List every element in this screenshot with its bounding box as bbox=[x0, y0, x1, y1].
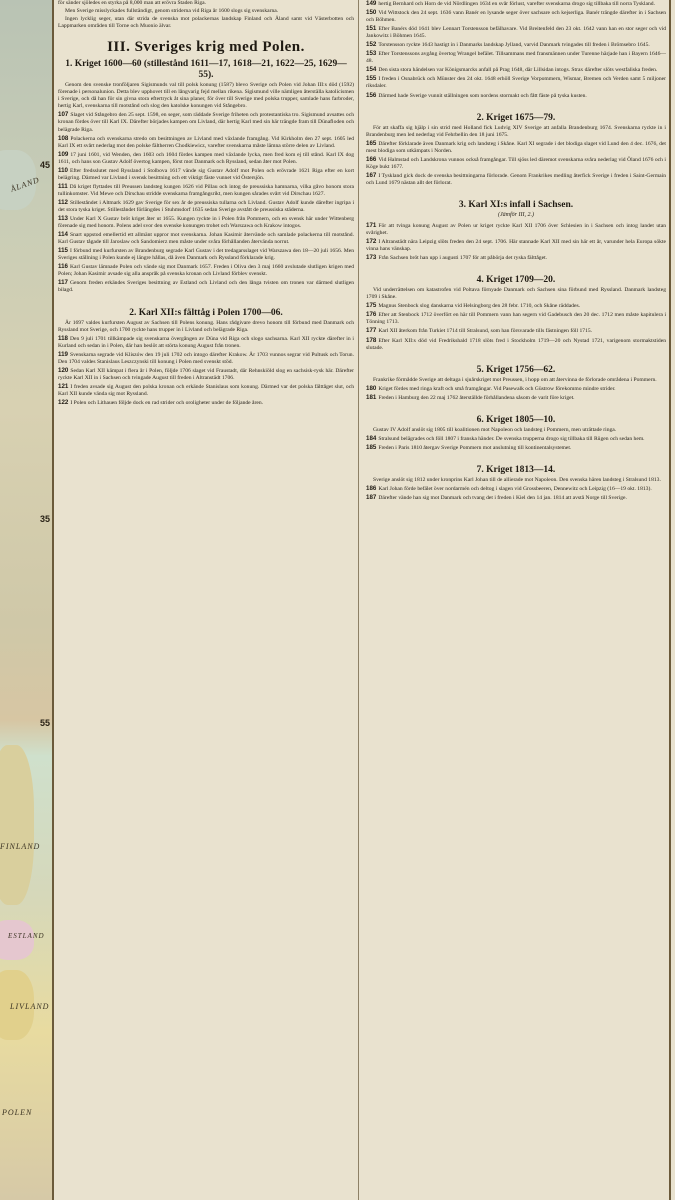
paragraph bbox=[366, 9, 666, 24]
paragraph-text: 17 juni 1601, vid Wenden, den 1603 och 1604 fördes kampen med växlande lycka, men fred kom ej till stånd. Karl IX dog 1611, och hans son Gustav Adolf övertog kampen, först mot Danmark och Ryssland, sedan åter mot Polen. bbox=[58, 151, 354, 165]
paragraph bbox=[58, 199, 354, 214]
paragraph bbox=[366, 427, 666, 434]
paragraph bbox=[58, 82, 354, 110]
section-title: 5. Kriget 1756—62. bbox=[476, 364, 556, 375]
paragraph-text: Vid Wittstock den 24 sept. 1636 vann Banér en lysande seger över sachsare och kejserliga. Banér trängde därefter in i Sachsen och Böhmen. bbox=[366, 10, 666, 24]
paragraph bbox=[366, 75, 666, 90]
paragraph bbox=[58, 263, 354, 278]
reference-number: 113 bbox=[58, 215, 68, 223]
reference-number: 115 bbox=[58, 247, 68, 255]
paragraph-text: Karl XII återkom från Turkiet 1714 till Stralsund, som han försvarade tills fästningen föll 1715. bbox=[378, 328, 593, 335]
reference-number: 166 bbox=[366, 155, 377, 163]
column-divider bbox=[358, 0, 359, 1200]
reference-number: 120 bbox=[58, 366, 69, 374]
section-body bbox=[366, 222, 666, 262]
paragraph bbox=[366, 238, 666, 253]
map-label-livland: LIVLAND bbox=[10, 1002, 50, 1011]
section-body bbox=[366, 125, 666, 187]
reference-number: 186 bbox=[366, 484, 377, 492]
left-column bbox=[58, 0, 354, 1200]
paragraph-text: Från Sachsen bröt han upp i augusti 1707 för att påbörja det ryska fälttåget. bbox=[378, 255, 548, 262]
reference-number: 185 bbox=[366, 443, 377, 451]
paragraph-text: Slaget vid Stångebro den 25 sept. 1598, en seger, som räddade Sverige friheten och protestantiska tro. Sigismund avsattes och kronan fördes över till Karl IX. Därefter börjades kampen om Livland, där hertig Karl med sin här trängde fram till Dünafloden och belägrade Riga. bbox=[58, 112, 354, 133]
map-label-polen: POLEN bbox=[2, 1108, 33, 1117]
paragraph bbox=[58, 351, 354, 366]
paragraph-text: I förbund med kurfursten av Brandenburg segrade Karl Gustav i det tredagarsslaget vid Warszawa den 18—20 juli 1656. Men Sveriges ställning i Polen kunde ej längre hållas, då även Danmark och Ryssland förklarade krig. bbox=[58, 248, 354, 262]
reference-number: 180 bbox=[366, 384, 377, 392]
map-region-finland bbox=[0, 745, 34, 905]
paragraph bbox=[58, 367, 354, 382]
paragraph bbox=[366, 477, 666, 484]
paragraph bbox=[366, 494, 666, 502]
reference-number: 111 bbox=[58, 182, 68, 190]
paragraph bbox=[366, 311, 666, 326]
paragraph bbox=[58, 231, 354, 246]
paragraph-text: Karl Johan förde befälet över nordarmén och deltog i slagen vid Grossbeeren, Dennewitz och Leipzig (16—19 okt. 1813). bbox=[378, 485, 652, 492]
paragraph bbox=[366, 156, 666, 171]
section-title: 6. Kriget 1805—10. bbox=[476, 414, 556, 425]
paragraph bbox=[366, 435, 666, 443]
map-label-estland: ESTLAND bbox=[8, 932, 45, 940]
reference-number: 155 bbox=[366, 75, 377, 83]
paragraph-text: Efter Karl XII:s död vid Fredrikshald 1718 slöts fred i Stockholm 1719—20 och Nystad 1721, varigenom stormaktstiden slutade. bbox=[366, 337, 666, 351]
paragraph-text: Efter Torstenssons avgång övertog Wrangel befälet. Tillsammans med fransmännen under Turenne härjade han i Bayern 1646—48. bbox=[366, 51, 666, 65]
chapter-title: III. Sveriges krig med Polen. bbox=[107, 39, 305, 56]
paragraph bbox=[366, 444, 666, 452]
paragraph bbox=[366, 327, 666, 335]
paragraph bbox=[58, 135, 354, 150]
paragraph bbox=[58, 399, 354, 407]
reference-number: 109 bbox=[58, 150, 69, 158]
right-column bbox=[366, 0, 666, 1200]
section-body bbox=[366, 0, 666, 100]
map-region-estland bbox=[0, 920, 34, 960]
paragraph-text: Sverige anslöt sig 1812 under kronprins Karl Johan till de allierade mot Napoleon. Den svenska hären landsteg i Stralsund 1813. bbox=[373, 476, 661, 483]
reference-number: 156 bbox=[366, 91, 377, 99]
reference-number: 165 bbox=[366, 139, 377, 147]
paragraph-text: Snart uppstod emellertid ett allmänt uppror mot svenskarna. Johan Kasimir återvände och samlade polackerna till motstånd. Karl Gustav tågade till Jaroslaw och Sandomierz men måste under svåra förhållanden återvända norrut. bbox=[58, 232, 354, 246]
paragraph-text: I Altranstädt nära Leipzig slöts freden den 24 sept. 1706. Här stannade Karl XII med sin här ett år, varunder hela Europa sökte vinna hans vänskap. bbox=[366, 239, 666, 253]
paragraph-text: I Polen och Lithauen följde dock en rad strider och oroligheter under de följande åren. bbox=[70, 399, 264, 406]
section-body bbox=[366, 427, 666, 452]
paragraph-text: Därefter förklarade även Danmark krig och landsteg i Skåne. Karl XI segrade i det blodiga slaget vid Lund den 4 dec. 1676, det mest blodiga som utkämpats i Norden. bbox=[366, 140, 666, 154]
reference-number: 175 bbox=[366, 302, 377, 310]
paragraph bbox=[58, 215, 354, 230]
paragraph bbox=[366, 66, 666, 74]
paragraph-text: Genom den svenske tronföljaren Sigismunds val till polsk konung (1587) blevo Sverige och Polen vid Johan III:s död (1592) förenade i personalunion. Detta blev upphovet till en långvarig fejd mellan rikena. Sigismund ville nämligen återställa katolicismen i Sverige, och då han för sin givna stora eftertryck åt sina planer, för över till Sverige med polska trupper, samlade hans farbroder, hertig Karl, svenskarna till motstånd och slog den katolske konungen vid Stångebro. bbox=[58, 82, 354, 110]
paragraph bbox=[366, 302, 666, 310]
reference-number: 150 bbox=[366, 9, 377, 17]
reference-number: 172 bbox=[366, 238, 377, 246]
paragraph-text: I freden avsade sig August den polska kronan och erkände Stanislaus som konung. Därmed var det polska fälttåget slut, och Karl XII kunde vända sig mot Ryssland. bbox=[58, 383, 354, 397]
paragraph-text: Torstensson ryckte 1643 hastigt in i Danmarks landskap Jylland, varvid Danmark tvingades till freden i Brömsebro 1645. bbox=[378, 42, 650, 49]
paragraph bbox=[58, 183, 354, 198]
section-title: 2. Kriget 1675—79. bbox=[476, 112, 556, 123]
reference-number: 122 bbox=[58, 398, 69, 406]
paragraph bbox=[366, 41, 666, 49]
grid-number: 55 bbox=[40, 718, 51, 728]
map-strip bbox=[0, 0, 54, 1200]
reference-number: 171 bbox=[366, 221, 377, 229]
reference-number: 118 bbox=[58, 334, 68, 342]
reference-number: 117 bbox=[58, 279, 68, 287]
paragraph-text: Stilleståndet i Altmark 1629 gav Sverige för sex år de preussiska tullarna och Livland. Gustav Adolf kunde därefter ingripa i det stora tyska kriget. Stilleståndet förlängdes i Stuhmsdorf 1635 sedan Sverige avstått de preussiska städerna. bbox=[58, 199, 354, 213]
section-body bbox=[366, 287, 666, 351]
paragraph bbox=[366, 222, 666, 237]
paragraph-text: I freden i Osnabrück och Münster den 24 okt. 1648 erhöll Sverige Vorpommern, Wismar, Bremen och Verden samt 5 miljoner riksdaler. bbox=[366, 76, 666, 90]
section-title: 4. Kriget 1709—20. bbox=[476, 275, 556, 286]
paragraph bbox=[366, 92, 666, 100]
paragraph bbox=[366, 485, 666, 493]
paragraph bbox=[58, 111, 354, 133]
section-body bbox=[366, 477, 666, 502]
section-title: 3. Karl XI:s infall i Sachsen. bbox=[458, 199, 574, 210]
reference-number: 154 bbox=[366, 66, 377, 74]
paragraph-text: Freden i Hamburg den 22 maj 1762 återställde förhållandena såsom de varit före kriget. bbox=[378, 394, 575, 401]
reference-number: 181 bbox=[366, 393, 377, 401]
paragraph bbox=[58, 151, 354, 166]
paragraph-text: År 1697 valdes kurfursten August av Sachsen till Polens konung. Hans rådgivare drevo honom till förbund med Danmark och Ryssland mot Sverige, och 1700 ryckte hans trupper in i Livland och belägrade Riga. bbox=[58, 319, 354, 333]
section-title: 7. Kriget 1813—14. bbox=[476, 464, 556, 475]
section-body bbox=[58, 82, 354, 294]
intro-text: för sänder sjöledes en styrka på 8,000 man att erövra Staden Riga. bbox=[58, 0, 207, 6]
paragraph-text: Svenskarna segrade vid Kliszów den 19 juli 1702 och intogo därefter Krakow. År 1703 vunnos segrar vid Pultusk och Torun. Den 1704 valdes Stanislaus Leszczynski till konung i Polen med svenskt stöd. bbox=[58, 351, 354, 365]
grid-number: 45 bbox=[40, 160, 51, 170]
paragraph-text: Frankrike förmådde Sverige att deltaga i sjuårskriget mot Preussen, i hopp om att återvinna de förlorade områdena i Pommern. bbox=[373, 376, 657, 383]
reference-number: 173 bbox=[366, 254, 377, 262]
paragraph-text: Gustav IV Adolf anslöt sig 1805 till koalitionen mot Napoleon och landsteg i Pommern, men uträttade ringa. bbox=[373, 426, 617, 433]
reference-number: 167 bbox=[366, 171, 377, 179]
section-subtitle: (Jämför III, 2.) bbox=[498, 211, 534, 218]
paragraph bbox=[366, 50, 666, 65]
map-label-finland: FINLAND bbox=[0, 842, 41, 851]
section-body bbox=[58, 320, 354, 408]
paragraph bbox=[58, 247, 354, 262]
reference-number: 121 bbox=[58, 382, 69, 390]
paragraph-text: För att tvinga konung August av Polen ur kriget ryckte Karl XII 1706 över Schlesien in i Sachsen och intog landet utan svårighet. bbox=[366, 222, 666, 237]
reference-number: 119 bbox=[58, 350, 68, 358]
paragraph-text: För att skaffa sig hjälp i sin strid med Holland fick Ludvig XIV Sverige att anfalla Brandenburg 1674. Svenskarna ryckte in i Brandenburg men led nederlag vid Fehrbellin den 18 juni 1675. bbox=[366, 124, 666, 138]
paragraph bbox=[58, 167, 354, 182]
paragraph bbox=[366, 254, 666, 262]
paragraph-text: Den sista stora händelsen var Königsmarcks anfall på Prag 1648, där Lillsidan intogs. Strax därefter slöts westfaliska freden. bbox=[378, 67, 658, 74]
paragraph-text: Efter fredsslutet med Ryssland i Stolbova 1617 vände sig Gustav Adolf mot Polen och erövrade 1621 Riga efter en kort belägring. Därmed var Livland i svensk besittning och ett viktigt fäste vunnet vid Östersjön. bbox=[58, 167, 354, 181]
intro-text: Men Sverige misslyckades fullständigt, genom striderna vid Riga år 1600 slogs sig svenskarna. bbox=[65, 8, 279, 15]
section-title: 1. Kriget 1600—60 (stillestånd 1611—17, 1618—21, 1622—25, 1629—55). bbox=[65, 59, 347, 81]
reference-number: 149 bbox=[366, 0, 377, 7]
paragraph-text: Efter Banérs död 1641 blev Lennart Torstensson befälhavare. Vid Breitenfeld den 23 okt. 1642 vann han en stor seger och vid Jankowitz i Böhmen 1645. bbox=[366, 26, 666, 40]
reference-number: 110 bbox=[58, 166, 68, 174]
section-title: 2. Karl XII:s fälttåg i Polen 1700—06. bbox=[129, 307, 283, 318]
paragraph bbox=[366, 377, 666, 384]
paragraph bbox=[58, 320, 354, 334]
reference-number: 187 bbox=[366, 493, 377, 501]
reference-number: 184 bbox=[366, 434, 377, 442]
paragraph-text: Därefter vände han sig mot Danmark och tvang det i freden i Kiel den 14 jan. 1814 att avstå Norge till Sverige. bbox=[378, 494, 627, 501]
paragraph-text: Efter att Stenbock 1712 överfört en här till Pommern vann han segern vid Gadebusch den 20 dec. 1712 men måste kapitulera i Tönning 1713. bbox=[366, 312, 666, 326]
reference-number: 108 bbox=[58, 134, 69, 142]
paragraph-text: hertig Bernhard och Horn de vid Nördlingen 1634 en svår förlust, varefter svenskarna drogo sig tillbaka till norra Tyskland. bbox=[378, 1, 655, 7]
grid-number: 35 bbox=[40, 514, 51, 524]
paragraph-text: Den 9 juli 1701 tillkämpade sig svenskarna övergången av Düna vid Riga och slogo sachsarna. Karl XII ryckte därefter in i Kurland och sedan in i Polen, där han beslöt att störta konung August från tronen. bbox=[58, 335, 354, 349]
paragraph-text: Under Karl X Gustav bröt kriget åter ut 1655. Kungen ryckte in i Polen från Pommern, och en svensk här under Wittenberg förenade sig med honom. Polens adel svor den svenske konungen trohet och Warszawa och Krakow intogos. bbox=[58, 216, 354, 230]
paragraph-text: Kriget fördes med ringa kraft och små framgångar. Vid Pasewalk och Güstrow förekommo mindre strider. bbox=[378, 385, 616, 392]
paragraph-text: Sedan Karl XII kämpat i flera år i Polen, följde 1706 slaget vid Fraustadt, där Rehnskiöld slog en sachsisk-rysk här. Därefter ryckte Karl XII in i Sachsen och tvingade August till freden i Altranstädt 1706. bbox=[58, 367, 354, 381]
paragraph-text: Då kriget flyttades till Preussen landsteg kungen 1626 vid Pillau och intog de preussiska hamnarna, vilka gåvo honom stora tullinkomster. Vid Mewe och Dirschau stridde svenskarna framgångsrikt, men kungen sårades svårt vid Dirschau 1627. bbox=[58, 183, 354, 197]
reference-number: 151 bbox=[366, 25, 377, 33]
paragraph bbox=[366, 385, 666, 393]
paragraph bbox=[366, 0, 666, 8]
reference-number: 177 bbox=[366, 327, 377, 335]
paragraph bbox=[366, 125, 666, 139]
map-label-aland: ÅLAND bbox=[9, 175, 41, 194]
reference-number: 178 bbox=[366, 336, 377, 344]
paragraph-text: I Tyskland gick dock de svenska besittningarna förlorade. Genom Frankrikes medling återfick Sverige i freden i Saint-Germain och Lund 1679 nästan allt det förlorat. bbox=[366, 172, 666, 186]
reference-number: 116 bbox=[58, 263, 68, 271]
paragraph bbox=[366, 394, 666, 402]
intro-text: Ingen lycklig seger, utan där strida de svenska mot polackernas landskap Finland och Åland samt vid Västerbotten och Lappmarken områden till Torne och Muonio älvar. bbox=[58, 16, 354, 30]
paragraph-text: Genom freden erkändes Sveriges besittning av Estland och Livland och den långa tvisten om tronen var därmed slutligen bilagd. bbox=[58, 280, 354, 294]
paragraph bbox=[366, 337, 666, 352]
reference-number: 112 bbox=[58, 198, 68, 206]
paragraph bbox=[58, 335, 354, 350]
paragraph bbox=[58, 383, 354, 398]
right-border bbox=[669, 0, 671, 1200]
paragraph-text: Därmed hade Sverige vunnit ställningen som nordens stormakt och fått fäste på tyska kusten. bbox=[378, 92, 587, 99]
paragraph bbox=[366, 287, 666, 301]
paragraph bbox=[366, 140, 666, 155]
paragraph-text: Vid underrättelsen om katastrofen vid Poltava förnyade Danmark och Sachsen sina förbund med Ryssland. Danmark landsteg 1709 i Skåne. bbox=[366, 287, 666, 301]
paragraph-text: Polackerna och svenskarna stredo om besittningen av Livland med växlande framgång. Vid Kirkholm den 27 sept. 1605 led Karl IX ett svårt nederlag mot den polske fältherren Chodkiewicz, varefter svenskarna måste lämna större delen av Livland. bbox=[58, 135, 354, 149]
reference-number: 153 bbox=[366, 50, 377, 58]
paragraph bbox=[366, 172, 666, 187]
paragraph bbox=[366, 25, 666, 40]
reference-number: 114 bbox=[58, 231, 68, 239]
paragraph bbox=[58, 279, 354, 294]
paragraph-text: Freden i Paris 1810 återgav Sverige Pommern mot anslutning till kontinentalsystemet. bbox=[378, 444, 572, 451]
reference-number: 107 bbox=[58, 111, 69, 119]
reference-number: 176 bbox=[366, 311, 377, 319]
paragraph-text: Vid Halmstad och Landskrona vunnos också framgångar. Till sjöss led däremot svenskarna svåra nederlag vid Öland 1676 och i Köge bukt 1677. bbox=[366, 156, 666, 170]
section-body bbox=[366, 377, 666, 402]
paragraph-text: Magnus Stenbock slog danskarna vid Helsingborg den 28 febr. 1710, och Skåne räddades. bbox=[378, 303, 581, 310]
paragraph-text: Karl Gustav lämnade Polen och vände sig mot Danmark 1657. Freden i Oliva den 3 maj 1660 avslutade slutligen krigen med Polen; Johan Kasimir avsade sig alla anspråk på svenska kronan och Livland förblev svenskt. bbox=[58, 264, 354, 278]
paragraph-text: Stralsund belägrades och föll 1807 i franska händer. De svenska trupperna drogo sig tillbaka till Rügen och sedan hem. bbox=[378, 435, 645, 442]
reference-number: 152 bbox=[366, 41, 377, 49]
